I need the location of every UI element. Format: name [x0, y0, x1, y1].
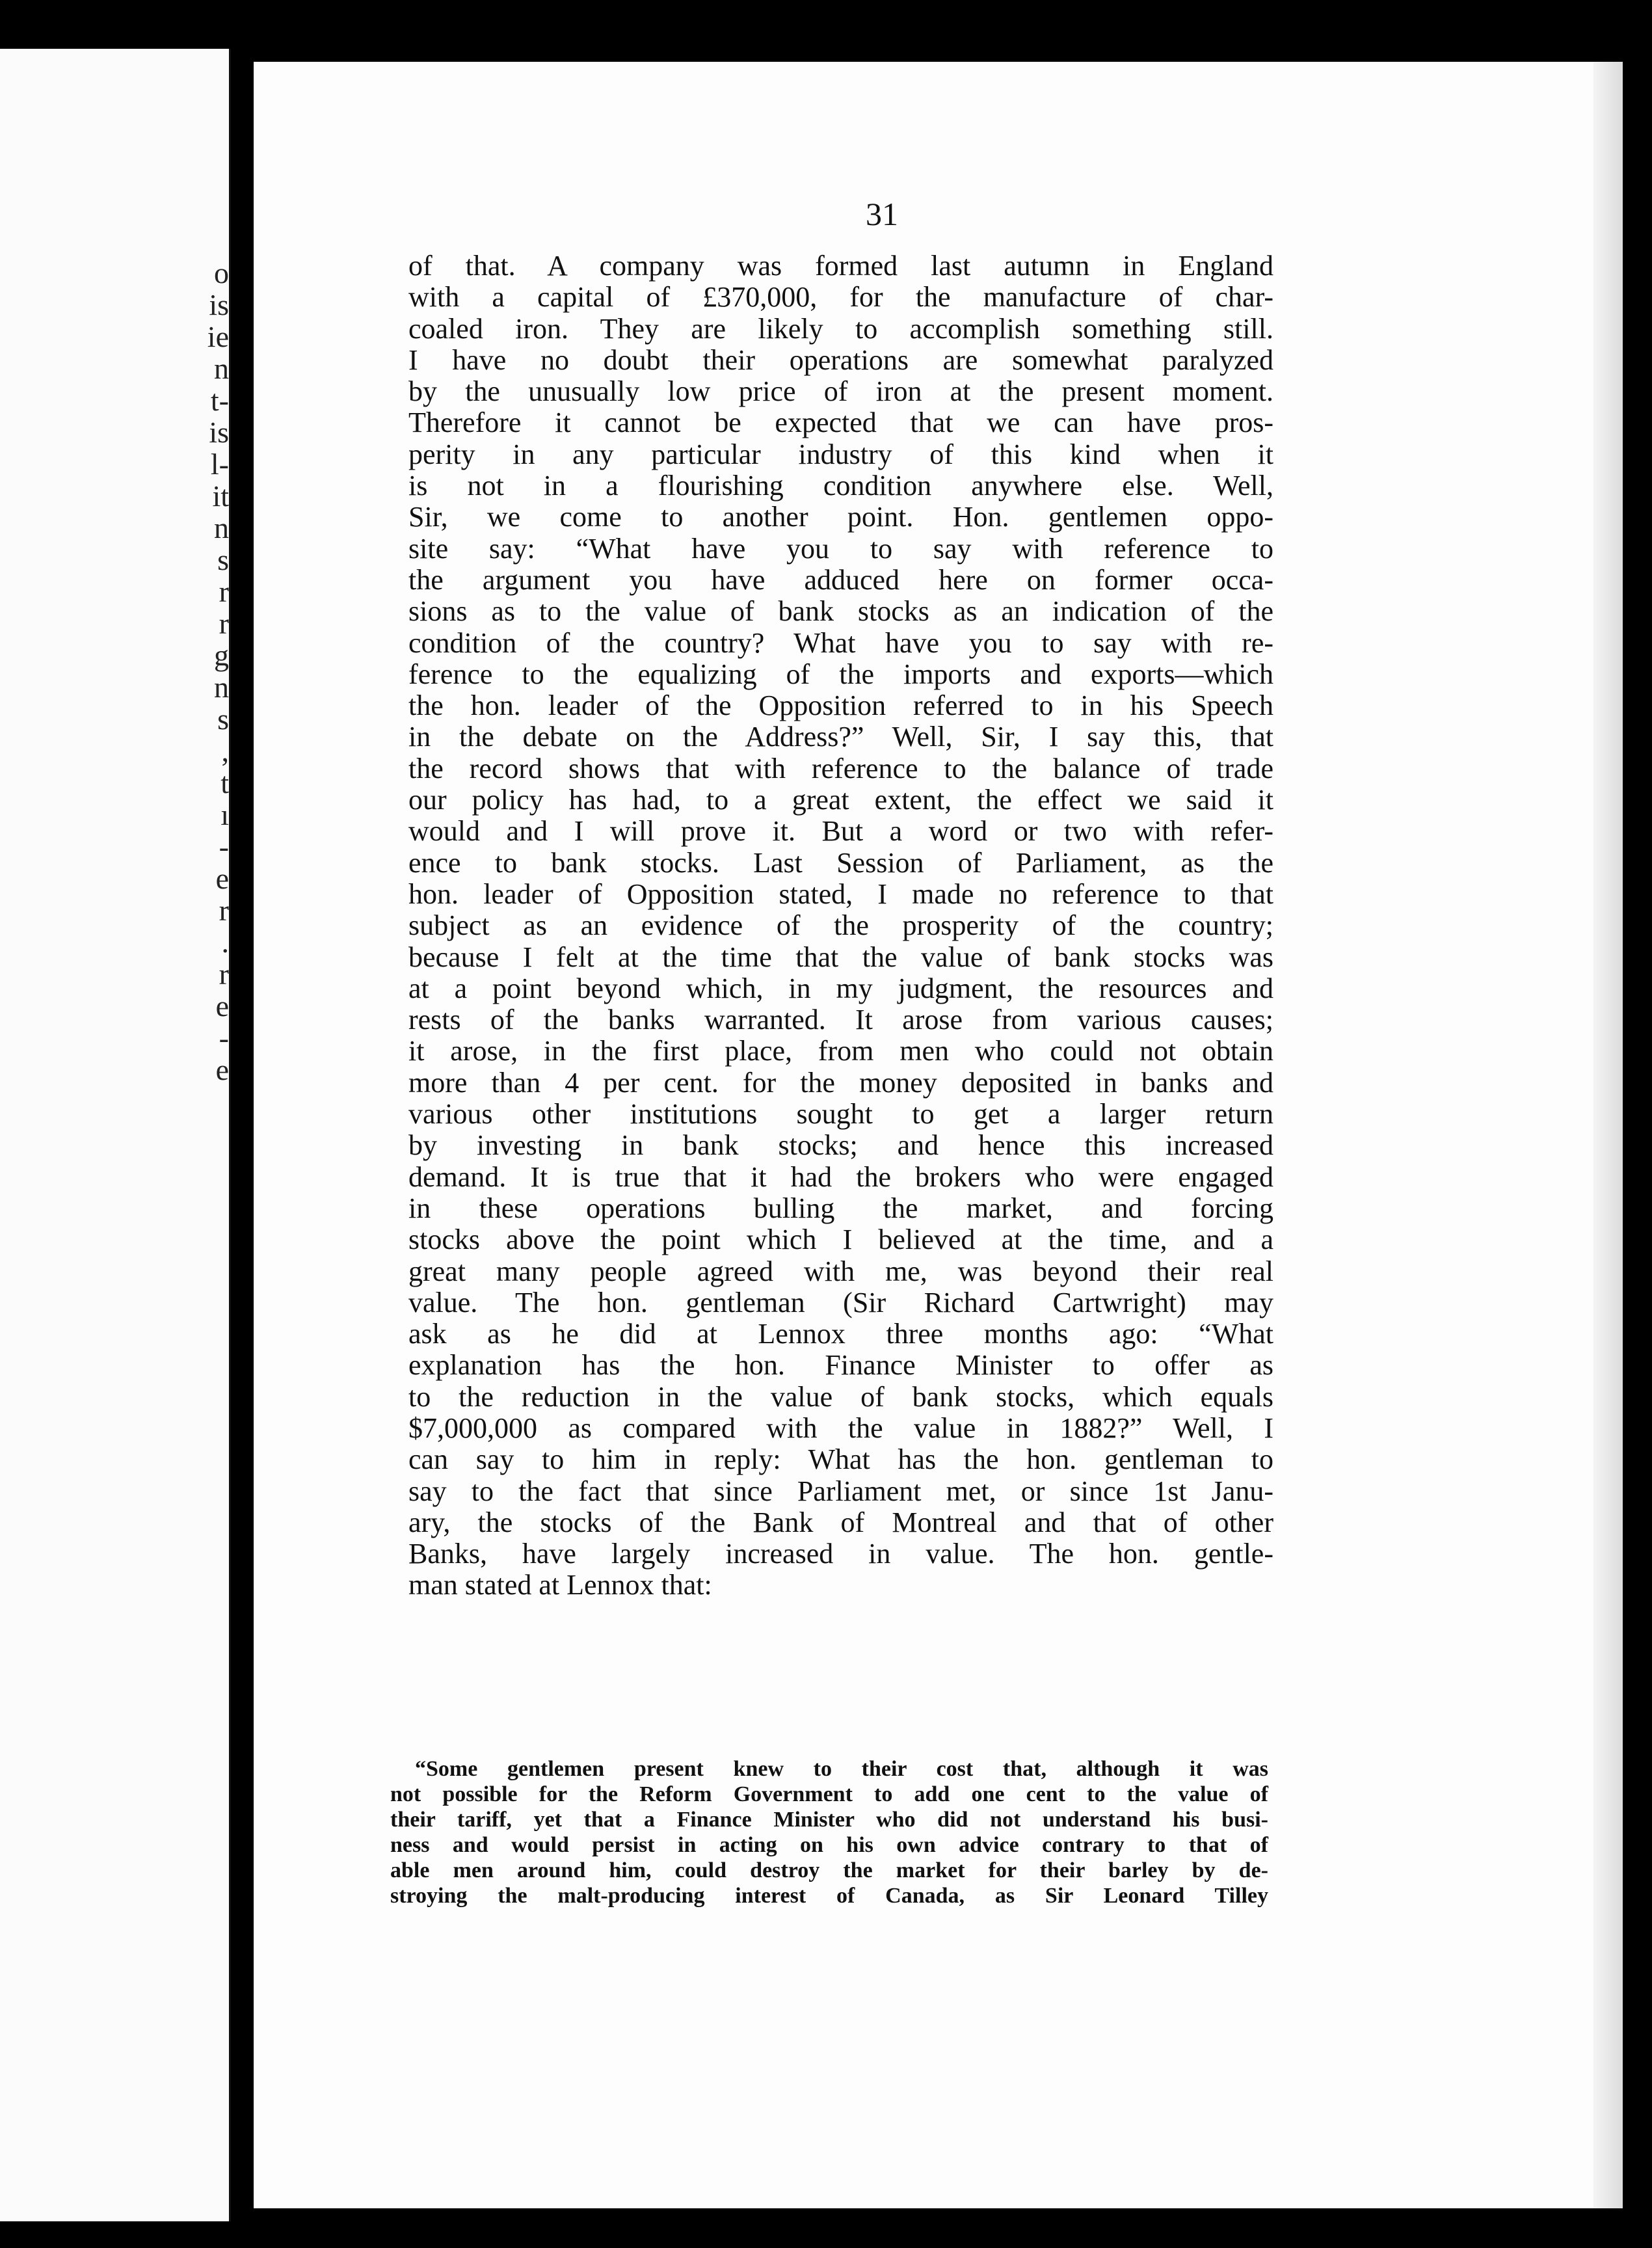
- previous-page-fragment: s: [217, 543, 229, 576]
- previous-page-fragment: e: [215, 862, 229, 895]
- text-line: in these operations bulling the market, and forcing: [408, 1192, 1273, 1224]
- text-line: great many people agreed with me, was beyond their real: [408, 1255, 1273, 1287]
- text-line: the argument you have adduced here on former occa-: [408, 563, 1273, 596]
- text-line: coaled iron. They are likely to accomplish something still.: [408, 312, 1273, 345]
- text-line: ference to the equalizing of the imports and exports—which: [408, 658, 1273, 690]
- text-line: because I felt at the time that the value of bank stocks was: [408, 941, 1273, 973]
- text-line: various other institutions sought to get a larger return: [408, 1098, 1273, 1131]
- page-number: 31: [866, 196, 898, 232]
- previous-page-fragment: -: [219, 1021, 229, 1054]
- text-line: hon. leader of Opposition stated, I made no reference to that: [408, 877, 1273, 910]
- text-line: the hon. leader of the Opposition referred to in his Speech: [408, 689, 1273, 722]
- text-line: is not in a flourishing condition anywhere else. Well,: [408, 470, 1273, 502]
- text-line: ary, the stocks of the Bank of Montreal and that of other: [408, 1506, 1273, 1538]
- quote-line: “Some gentlemen present knew to their cost that, although it was: [415, 1757, 1268, 1781]
- text-line: subject as an evidence of the prosperity of the country;: [408, 909, 1273, 942]
- previous-page-fragment: ı: [220, 798, 229, 831]
- text-line: with a capital of £370,000, for the manufacture of char-: [408, 281, 1273, 314]
- text-line: in the debate on the Address?” Well, Sir, I say this, that: [408, 721, 1273, 753]
- previous-page-fragment: e: [215, 1053, 229, 1086]
- previous-page-fragment: is: [209, 416, 229, 449]
- text-line: explanation has the hon. Finance Minister to offer as: [408, 1349, 1273, 1382]
- quote-line: their tariff, yet that a Finance Minister who did not understand his busi-: [390, 1808, 1268, 1832]
- text-line: can say to him in reply: What has the hon. gentleman to: [408, 1443, 1273, 1476]
- text-line: I have no doubt their operations are somewhat paralyzed: [408, 343, 1273, 376]
- text-line: of that. A company was formed last autumn in England: [408, 250, 1273, 282]
- quote-line: stroying the malt-producing interest of Canada, as Sir Leonard Tilley: [390, 1884, 1268, 1908]
- quote-line: ness and would persist in acting on his own advice contrary to that of: [390, 1833, 1268, 1857]
- previous-page-fragment: .: [221, 926, 229, 959]
- document-page: [254, 62, 1623, 2208]
- previous-page-fragment: g: [214, 639, 229, 672]
- text-line: site say: “What have you to say with reference to: [408, 532, 1273, 565]
- previous-page-fragment: ,: [221, 734, 229, 768]
- previous-page-fragment: e: [215, 989, 229, 1023]
- previous-page-edge: [0, 49, 231, 2221]
- text-line: by the unusually low price of iron at the present moment.: [408, 375, 1273, 408]
- text-line: perity in any particular industry of this kind when it: [408, 438, 1273, 470]
- previous-page-fragment: is: [209, 288, 229, 321]
- previous-page-fragment: s: [217, 702, 229, 736]
- quote-line: not possible for the Reform Government to add one cent to the value of: [390, 1782, 1268, 1806]
- previous-page-fragment: o: [214, 256, 229, 289]
- text-line: the record shows that with reference to the balance of trade: [408, 752, 1273, 784]
- block-quote: [390, 1756, 1268, 1908]
- previous-page-fragment: r: [219, 894, 229, 927]
- previous-page-fragment: n: [214, 352, 229, 385]
- text-line: Sir, we come to another point. Hon. gentlemen oppo-: [408, 501, 1273, 533]
- text-line: $7,000,000 as compared with the value in 1882?” Well, I: [408, 1412, 1273, 1444]
- body-text: [408, 250, 1273, 1601]
- text-line: ask as he did at Lennox three months ago: “What: [408, 1318, 1273, 1350]
- previous-page-fragment: t-: [210, 384, 229, 417]
- text-line: say to the fact that since Parliament met, or since 1st Janu-: [408, 1475, 1273, 1507]
- text-line: sions as to the value of bank stocks as an indication of the: [408, 595, 1273, 628]
- text-line: more than 4 per cent. for the money deposited in banks and: [408, 1066, 1273, 1099]
- text-line: our policy has had, to a great extent, the effect we said it: [408, 784, 1273, 816]
- previous-page-fragment: t: [220, 766, 229, 799]
- text-line: man stated at Lennox that:: [408, 1569, 712, 1601]
- previous-page-fragment: it: [212, 479, 229, 513]
- previous-page-text-fragments: [190, 257, 229, 1086]
- text-line: value. The hon. gentleman (Sir Richard Cartwright) may: [408, 1286, 1273, 1318]
- previous-page-fragment: r: [219, 957, 229, 991]
- text-line: condition of the country? What have you to say with re-: [408, 626, 1273, 659]
- text-line: at a point beyond which, in my judgment, the resources and: [408, 972, 1273, 1004]
- previous-page-fragment: r: [219, 575, 229, 608]
- text-line: Banks, have largely increased in value. The hon. gentle-: [408, 1538, 1273, 1570]
- previous-page-fragment: -: [219, 830, 229, 863]
- previous-page-fragment: l-: [210, 448, 229, 481]
- text-line: Therefore it cannot be expected that we can have pros-: [408, 407, 1273, 439]
- text-line: demand. It is true that it had the brokers who were engaged: [408, 1160, 1273, 1193]
- text-line: rests of the banks warranted. It arose from various causes;: [408, 1004, 1273, 1036]
- previous-page-fragment: n: [214, 511, 229, 544]
- page-edge-shadow: [1593, 62, 1623, 2208]
- text-line: by investing in bank stocks; and hence this increased: [408, 1129, 1273, 1162]
- text-line: ence to bank stocks. Last Session of Parliament, as the: [408, 846, 1273, 879]
- previous-page-fragment: r: [219, 607, 229, 640]
- text-line: would and I will prove it. But a word or two with refer-: [408, 815, 1273, 848]
- previous-page-fragment: n: [214, 671, 229, 704]
- text-line: to the reduction in the value of bank stocks, which equals: [408, 1380, 1273, 1413]
- text-line: it arose, in the first place, from men who could not obtain: [408, 1035, 1273, 1067]
- quote-line: able men around him, could destroy the market for their barley by de-: [390, 1858, 1268, 1882]
- text-line: stocks above the point which I believed at the time, and a: [408, 1224, 1273, 1256]
- previous-page-fragment: ie: [207, 320, 229, 353]
